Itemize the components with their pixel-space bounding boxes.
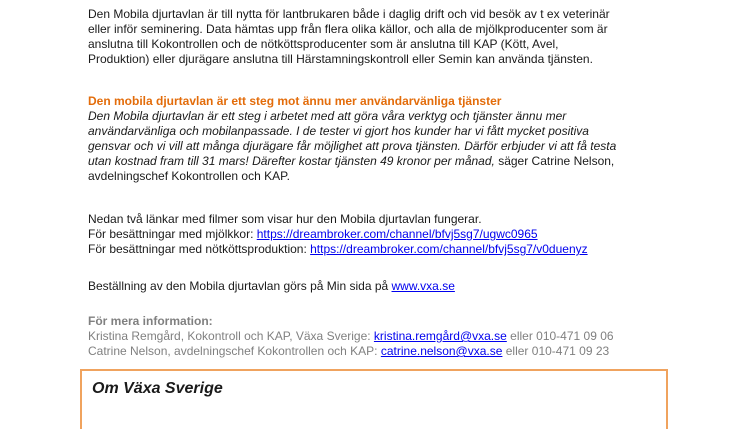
order-section [88,279,680,294]
intro-line: anslutna till Kokontrollen och de nötköttsproducenter som är anslutna till KAP (Kött, Avel, [88,37,559,51]
quote-line-end: utan kostnad fram till 31 mars! Därefter kostar tjänsten 49 kronor per månad, [88,154,495,168]
milk-link-prefix: För besättningar med mjölkkor: [88,227,257,241]
quote-line: gensvar och vi vill att många djurägare får möjlighet att prova tjänsten. Därför erbjuder vi att få testa [88,139,617,153]
quote-line: användarvänliga och mobilanpassade. I de tester vi gjort hos kunder har vi fått mycket positiva [88,124,589,138]
order-line [88,279,680,294]
contact-section [88,314,688,359]
contact-1-prefix: Kristina Remgård, Kokontroll och KAP, Växa Sverige: [88,329,374,343]
contact-label: För mera information: [88,314,213,328]
contact-1-email-link[interactable]: kristina.remgård@vxa.se [373,329,507,343]
milk-link-line [88,227,680,242]
quote-line: Den Mobila djurtavlan är ett steg i arbetet med att göra våra verktyg och tjänster ännu mer [88,109,567,123]
contact-person-1 [88,329,688,344]
intro-line: Den Mobila djurtavlan är till nytta för lantbrukaren både i daglig drift och vid besök av t ex veterinär [88,7,610,21]
about-box [80,369,668,429]
beef-video-link[interactable]: https://dreambroker.com/channel/bfvj5sg7/v0duenyz [310,242,588,256]
contact-2-email-link[interactable]: catrine.nelson@vxa.se [380,344,503,358]
milk-video-link[interactable]: https://dreambroker.com/channel/bfvj5sg7/ugwc0965 [256,227,538,241]
intro-line: eller inför seminering. Data hämtas upp från flera olika källor, och alla de mjölkproducenter som är [88,22,608,36]
user-friendly-section [88,94,680,184]
beef-link-prefix: För besättningar med nötköttsproduktion: [88,242,311,256]
order-prefix: Beställning av den Mobila djurtavlan görs på Min sida på [88,279,392,293]
attribution-title: avdelningschef Kokontrollen och KAP. [88,169,290,183]
contact-2-prefix: Catrine Nelson, avdelningschef Kokontrollen och KAP: [88,344,381,358]
contact-person-2 [88,344,688,359]
quote-line-with-attribution [88,154,680,169]
quote-attribution: säger Catrine Nelson, [494,154,615,168]
intro-line: Produktion) eller djurägare anslutna till Härstamningskontroll eller Semin kan använda tjänsten. [88,52,593,66]
about-box-title: Om Växa Sverige [92,380,223,397]
contact-2-phone: eller 010-471 09 23 [502,344,610,358]
section-heading: Den mobila djurtavlan är ett steg mot ännu mer användarvänliga tjänster [88,94,502,108]
contact-1-phone: eller 010-471 09 06 [506,329,614,343]
links-intro: Nedan två länkar med filmer som visar hur den Mobila djurtavlan fungerar. [88,212,482,226]
video-links-section [88,212,680,257]
beef-link-line [88,242,680,257]
intro-paragraph [88,7,680,67]
vxa-website-link[interactable]: www.vxa.se [391,279,455,293]
